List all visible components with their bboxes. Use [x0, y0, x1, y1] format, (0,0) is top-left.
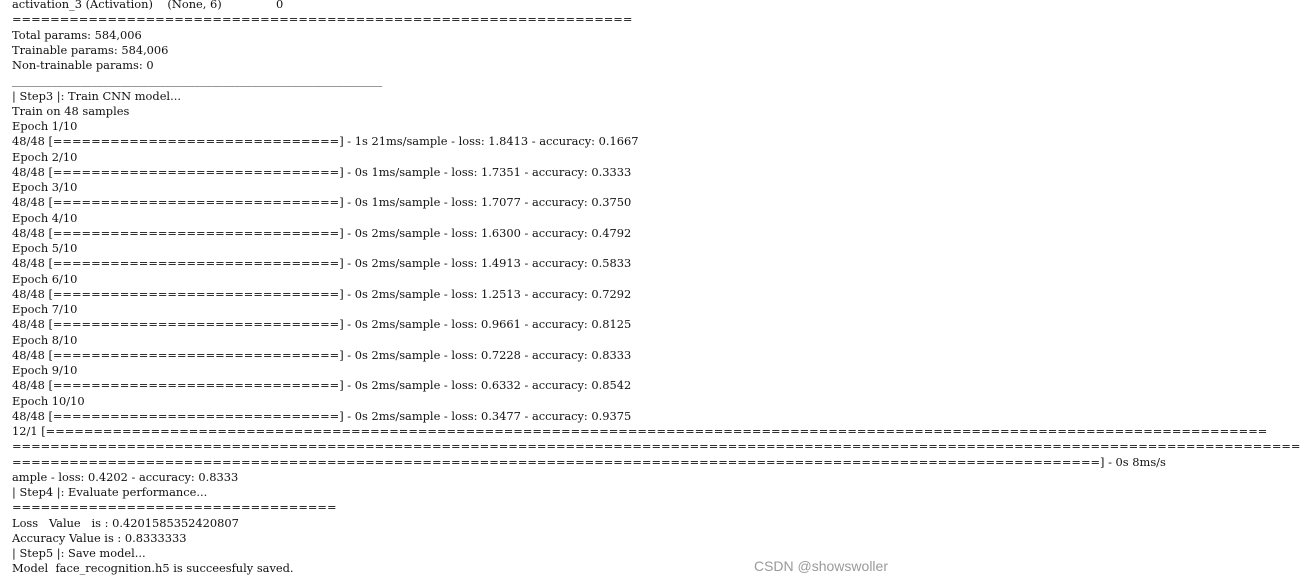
console-line: | Step3 |: Train CNN model... — [12, 88, 181, 103]
console-line: 12/1 [================================================================================================================================ — [12, 424, 1268, 438]
console-line: Total params: 584,006 — [12, 27, 142, 42]
console-line: 48/48 [==============================] - 0s 2ms/sample - loss: 1.6300 - accuracy: 0.4792 — [12, 225, 632, 240]
console-line: Epoch 3/10 — [12, 180, 78, 194]
console-line: ==================================================================================================================] - 0s 8ms/s — [12, 454, 1166, 469]
console-line: Train on 48 samples — [12, 103, 130, 118]
console-line: Epoch 8/10 — [12, 332, 78, 347]
console-line: Non-trainable params: 0 — [12, 58, 154, 72]
console-line: 48/48 [==============================] - 0s 2ms/sample - loss: 0.9661 - accuracy: 0.8125 — [12, 317, 632, 332]
console-line: Trainable params: 584,006 — [12, 42, 169, 57]
console-output — [12, 0, 1300, 577]
console-line: 48/48 [==============================] - 0s 2ms/sample - loss: 1.2513 - accuracy: 0.7292 — [12, 286, 632, 301]
console-line: Epoch 1/10 — [12, 119, 78, 133]
csdn-watermark: CSDN @showswoller — [753, 558, 888, 574]
console-line: | Step5 |: Save model... — [12, 546, 146, 560]
console-line: 48/48 [==============================] - 0s 1ms/sample - loss: 1.7351 - accuracy: 0.3333 — [12, 164, 632, 179]
console-line: activation_3 (Activation) (None, 6) 0 — [12, 0, 284, 11]
console-line: Epoch 9/10 — [12, 363, 78, 377]
console-line: ample - loss: 0.4202 - accuracy: 0.8333 — [12, 469, 239, 484]
console-line: ================================== — [12, 500, 337, 515]
console-line: ======================================================================================================================================= — [12, 439, 1300, 454]
console-line: Epoch 10/10 — [12, 393, 85, 408]
console-line: Model face_recognition.h5 is succeesfuly saved. — [12, 561, 294, 576]
console-line: ================================================================= — [12, 12, 633, 27]
console-line: 48/48 [==============================] - 0s 2ms/sample - loss: 0.3477 - accuracy: 0.9375 — [12, 408, 632, 423]
console-line: Loss Value is : 0.4201585352420807 — [12, 515, 239, 530]
console-line: 48/48 [==============================] - 0s 2ms/sample - loss: 1.4913 - accuracy: 0.5833 — [12, 256, 632, 271]
console-line: 48/48 [==============================] - 0s 1ms/sample - loss: 1.7077 - accuracy: 0.3750 — [12, 195, 632, 210]
console-line: Epoch 5/10 — [12, 241, 78, 255]
console-line: 48/48 [==============================] - 0s 2ms/sample - loss: 0.7228 - accuracy: 0.8333 — [12, 347, 632, 362]
console-line: 48/48 [==============================] - 0s 2ms/sample - loss: 0.6332 - accuracy: 0.8542 — [12, 378, 632, 393]
console-line: _________________________________________________________________ — [12, 73, 383, 88]
console-line: 48/48 [==============================] - 1s 21ms/sample - loss: 1.8413 - accuracy: 0.1667 — [12, 134, 639, 149]
console-line: Accuracy Value is : 0.8333333 — [12, 530, 187, 545]
console-line: Epoch 6/10 — [12, 271, 78, 286]
console-line: Epoch 4/10 — [12, 210, 78, 225]
console-line: | Step4 |: Evaluate performance... — [12, 485, 208, 499]
console-line: Epoch 2/10 — [12, 149, 78, 164]
console-line: Epoch 7/10 — [12, 302, 78, 316]
